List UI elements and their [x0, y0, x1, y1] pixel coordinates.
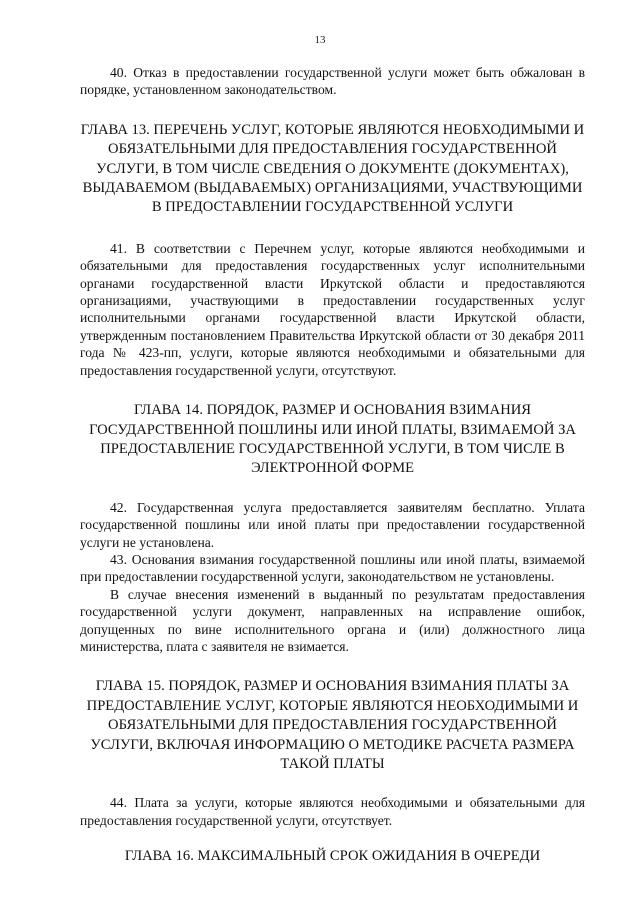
paragraph-42: 42. Государственная услуга предоставляется заявителям бесплатно. Уплата государственной пошлины или иной платы при предоставлении государственной услуги не установлена. — [80, 499, 585, 550]
paragraph-41: 41. В соответствии с Перечнем услуг, которые являются необходимыми и обязательными для предоставления государственных услуг исполнительными органами государственной власти Иркутской области и предоставляются организациями, участвующими в предоставлении государственных услуг исполнительными органами государственной власти Иркутской области, утвержденным постановлением Правительства Иркутской области от 30 декабря 2011 года № 423-пп, услуги, которые являются необходимыми и обязательными для предоставления государственной услуги, отсутствуют. — [80, 240, 585, 378]
paragraph-43-amendment: В случае внесения изменений в выданный по результатам предоставления государственной услуги документ, направленных на исправление ошибок, допущенных по вине исполнительного органа и (или) должностного лица министерства, плата с заявителя не взимается. — [80, 586, 585, 654]
chapter-13-heading: ГЛАВА 13. ПЕРЕЧЕНЬ УСЛУГ, КОТОРЫЕ ЯВЛЯЮТСЯ НЕОБХОДИМЫМИ И ОБЯЗАТЕЛЬНЫМИ ДЛЯ ПРЕДОСТАВЛЕНИЯ ГОСУДАРСТВЕННОЙ УСЛУГИ, В ТОМ ЧИСЛЕ СВЕДЕНИЯ О ДОКУМЕНТЕ (ДОКУМЕНТАХ), ВЫДАВАЕМОМ (ВЫДАВАЕМЫХ) ОРГАНИЗАЦИЯМИ, УЧАСТВУЮЩИМИ В ПРЕДОСТАВЛЕНИИ ГОСУДАРСТВЕННОЙ УСЛУГИ — [80, 121, 585, 216]
paragraph-40: 40. Отказ в предоставлении государственной услуги может быть обжалован в порядке, установленном законодательством. — [80, 65, 585, 98]
paragraph-44: 44. Плата за услуги, которые являются необходимыми и обязательными для предоставления государственной услуги, отсутствует. — [80, 795, 585, 828]
chapter-14-heading: ГЛАВА 14. ПОРЯДОК, РАЗМЕР И ОСНОВАНИЯ ВЗИМАНИЯ ГОСУДАРСТВЕННОЙ ПОШЛИНЫ ИЛИ ИНОЙ ПЛАТЫ, ВЗИМАЕМОЙ ЗА ПРЕДОСТАВЛЕНИЕ ГОСУДАРСТВЕННОЙ УСЛУГИ, В ТОМ ЧИСЛЕ В ЭЛЕКТРОННОЙ ФОРМЕ — [89, 402, 576, 477]
page-number: 13 — [314, 34, 326, 46]
chapter-15-heading: ГЛАВА 15. ПОРЯДОК, РАЗМЕР И ОСНОВАНИЯ ВЗИМАНИЯ ПЛАТЫ ЗА ПРЕДОСТАВЛЕНИЕ УСЛУГ, КОТОРЫЕ ЯВЛЯЮТСЯ НЕОБХОДИМЫМИ И ОБЯЗАТЕЛЬНЫМИ ДЛЯ ПРЕДОСТАВЛЕНИЯ ГОСУДАРСТВЕННОЙ УСЛУГИ, ВКЛЮЧАЯ ИНФОРМАЦИЮ О МЕТОДИКЕ РАСЧЕТА РАЗМЕРА ТАКОЙ ПЛАТЫ — [86, 678, 579, 772]
paragraph-43: 43. Основания взимания государственной пошлины или иной платы, взимаемой при предоставлении государственной услуги, законодательством не установлены. — [80, 551, 585, 585]
page-content — [80, 64, 585, 867]
chapter-16-heading: ГЛАВА 16. МАКСИМАЛЬНЫЙ СРОК ОЖИДАНИЯ В ОЧЕРЕДИ — [124, 848, 541, 865]
